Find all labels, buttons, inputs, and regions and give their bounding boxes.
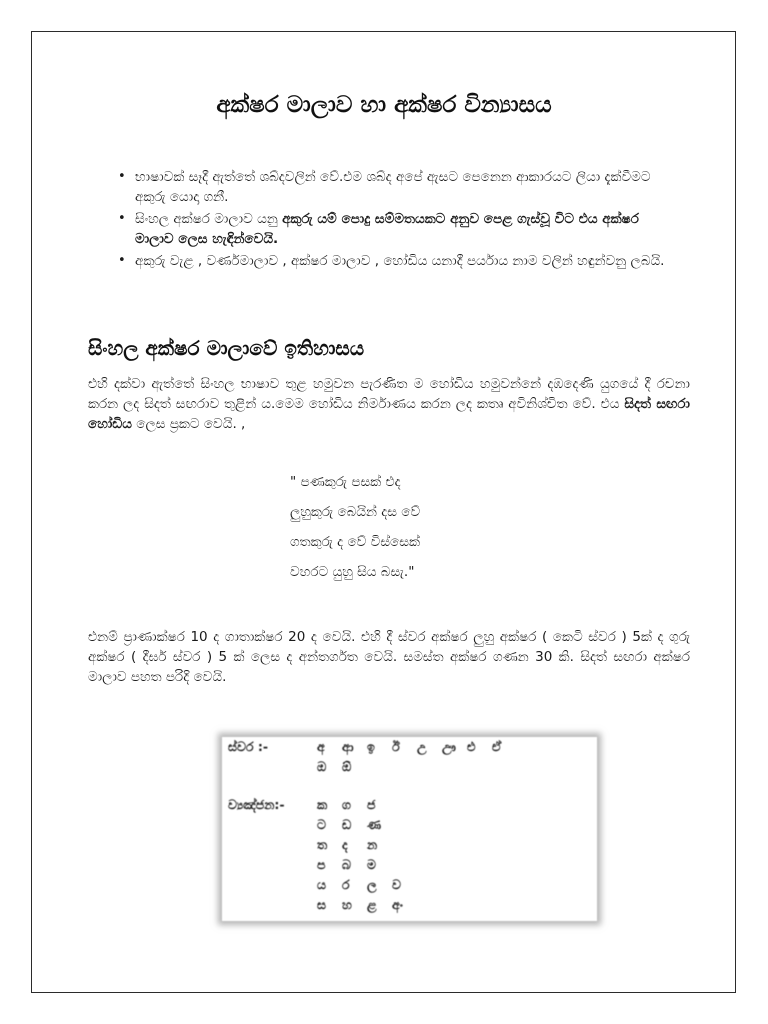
history-paragraph bbox=[88, 374, 690, 434]
history-text-end: ලෙස ප්‍රකට වෙයි. , bbox=[131, 416, 246, 432]
alphabet-letter: ව bbox=[392, 877, 401, 892]
poem-line: " පණකුරු පසක් එද bbox=[290, 474, 401, 490]
alphabet-letter: ස bbox=[317, 897, 326, 912]
alphabet-letter: ඕ bbox=[342, 759, 352, 774]
alphabet-letter: ණ bbox=[367, 817, 382, 832]
alphabet-letter: ප bbox=[317, 857, 326, 872]
alphabet-row bbox=[222, 737, 597, 757]
alphabet-letter: ර bbox=[342, 877, 350, 892]
alphabet-letter: ද bbox=[342, 837, 348, 852]
alphabet-row bbox=[222, 875, 597, 895]
alphabet-letter: ආ bbox=[342, 739, 354, 754]
bullet-text: සිංහල අක්ෂර මාලාව යනු bbox=[135, 211, 283, 227]
alphabet-letter: හ bbox=[342, 897, 352, 912]
poem-line: ලුහුකුරු බෙයින් දස වේ bbox=[290, 504, 421, 520]
alphabet-row-label: ව්‍යඤ්ජන:- bbox=[228, 797, 285, 812]
alphabet-letter: ග bbox=[342, 797, 351, 812]
alphabet-row bbox=[222, 757, 597, 777]
intro-bullet-list bbox=[118, 167, 678, 273]
alphabet-letter: ඌ bbox=[442, 739, 456, 754]
alphabet-letter: ඉ bbox=[367, 739, 375, 754]
history-bold-text: සිදත් සඟරා හෝඩිය bbox=[88, 396, 690, 432]
bullet-text: අකුරු වැළ , වර්ණමාලාව , අක්ෂර මාලාව , හෝඩිය යනාදී පර්යාය නාම වලින් හඳුන්වනු ලබයි. bbox=[135, 253, 665, 269]
bullet-dot-icon: • bbox=[118, 211, 126, 226]
alphabet-letter: ය bbox=[317, 877, 326, 892]
bullet-dot-icon: • bbox=[118, 253, 126, 268]
alphabet-letter: ඩ bbox=[342, 817, 352, 832]
bullet-dot-icon: • bbox=[118, 169, 126, 184]
alphabet-letters bbox=[317, 737, 517, 757]
alphabet-letter: බ bbox=[342, 857, 351, 872]
alphabet-row bbox=[222, 835, 597, 855]
alphabet-letters bbox=[317, 757, 367, 777]
alphabet-letter: ක bbox=[317, 797, 328, 812]
alphabet-letter: ල bbox=[367, 877, 377, 892]
alphabet-letter: උ bbox=[417, 739, 427, 754]
document-title: අක්ෂර මාලාව හා අක්ෂර වින්‍යාසය bbox=[216, 92, 552, 118]
alphabet-letter: අං bbox=[392, 897, 403, 912]
alphabet-letters bbox=[317, 875, 417, 895]
alphabet-letters bbox=[317, 855, 392, 875]
alphabet-row bbox=[222, 855, 597, 875]
alphabet-letters bbox=[317, 815, 392, 835]
poem-verse bbox=[290, 472, 420, 592]
alphabet-letters bbox=[317, 835, 392, 855]
alphabet-letter: ත bbox=[317, 837, 328, 852]
alphabet-letter: න bbox=[367, 837, 378, 852]
alphabet-letter: එ bbox=[467, 739, 476, 754]
alphabet-letter: ජ bbox=[367, 797, 376, 812]
alphabet-letters bbox=[317, 795, 392, 815]
bullet-item bbox=[118, 167, 678, 207]
bullet-text: භාෂාවක් සෑදී ඇත්තේ ශබ්දවලින් වේ.එම ශබ්ද අපේ ඇසට පෙනෙන ආකාරයට ලියා දැක්වීමට අකුරු යොදා ගනී. bbox=[135, 169, 651, 205]
alphabet-row bbox=[222, 795, 597, 815]
bullet-bold-text: අකුරු යම් පොදු සම්මතයකට අනුව පෙළ ගැස්වූ විට එය අක්ෂර මාලාව ලෙස හැඳින්වෙයි. bbox=[135, 211, 639, 247]
letters-paragraph: එනම් ප්‍රාණාක්ෂර 10 ද ගාතාක්ෂර 20 ද වෙයි. එහි දී ස්වර අක්ෂර ලුහු අක්ෂර ( කෙටි ස්වර ) 5ක් ද ගුරු අක්ෂර ( දීර්ඝ ස්වර ) 5 ක් ලෙස ද අන්තර්ගත වෙයි. සමස්ත අක්ෂර ගණන 30 කි. සිදත් සඟරා අක්ෂර මාලාව පහත පරිදි වෙයි. bbox=[88, 629, 690, 685]
alphabet-row bbox=[222, 815, 597, 835]
alphabet-letter: ඊ bbox=[392, 739, 400, 754]
alphabet-table-image bbox=[222, 737, 597, 921]
alphabet-letter: ඒ bbox=[492, 739, 502, 754]
alphabet-letters bbox=[317, 895, 417, 915]
bullet-item bbox=[118, 209, 678, 249]
alphabet-row bbox=[222, 895, 597, 915]
history-text: එහි දක්වා ඇත්තේ සිංහල භාෂාව තුළ හමුවන පැරණිත ම හෝඩිය හමුවන්නේ දඹදෙණි යුගයේ දී රචනා කරන ලද සිදත් සඟරාව තුළින් ය.මෙම හෝඩිය නිර්මාණය කරන ලද කතෘ අවිනිශ්චිත වේ. එය bbox=[88, 376, 690, 412]
bullet-item bbox=[118, 251, 678, 271]
alphabet-letter: ළ bbox=[367, 897, 377, 912]
alphabet-letter: ට bbox=[317, 817, 326, 832]
alphabet-letter: ම bbox=[367, 857, 376, 872]
alphabet-letter: ඔ bbox=[317, 759, 327, 774]
poem-line: වහරට යුහු සිය බසැ." bbox=[290, 564, 415, 580]
section-heading: සිංහල අක්ෂර මාලාවේ ඉතිහාසය bbox=[88, 336, 365, 360]
poem-line: ගතකුරු ද වේ විස්සෙක් bbox=[290, 534, 420, 550]
alphabet-letter: අ bbox=[317, 739, 325, 754]
alphabet-row-label: ස්වර :- bbox=[228, 739, 269, 754]
